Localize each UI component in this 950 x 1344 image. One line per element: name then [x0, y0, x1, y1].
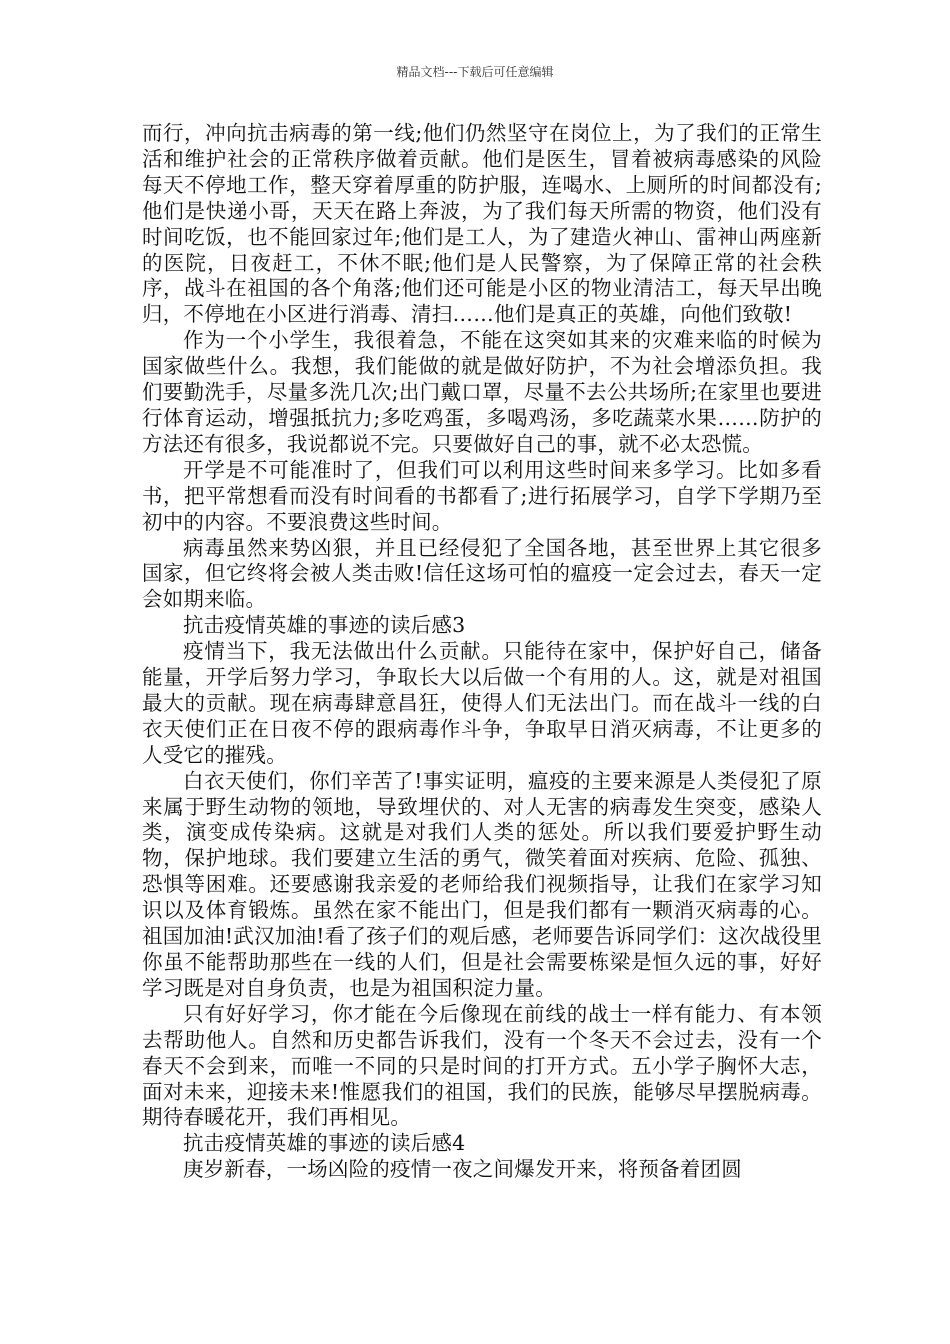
paragraph-3: 开学是不可能准时了，但我们可以利用这些时间来多学习。比如多看书，把平常想看而没有时间看的书都看了;进行拓展学习，自学下学期乃至初中的内容。不要浪费这些时间。	[142, 457, 822, 534]
paragraph-1: 而行，冲向抗击病毒的第一线;他们仍然坚守在岗位上，为了我们的正常生活和维护社会的正常秩序做着贡献。他们是医生，冒着被病毒感染的风险每天不停地工作，整天穿着厚重的防护服，连喝水、上厕所的时间都没有;他们是快递小哥，天天在路上奔波，为了我们每天所需的物资，他们没有时间吃饭，也不能回家过年;他们是工人，为了建造火神山、雷神山两座新的医院，日夜赶工，不休不眠;他们是人民警察，为了保障正常的社会秩序，战斗在祖国的各个角落;他们还可能是小区的物业清洁工，每天早出晚归，不停地在小区进行消毒、清扫……他们是真正的英雄，向他们致敬!	[142, 121, 822, 327]
paragraph-6: 白衣天使们，你们辛苦了!事实证明，瘟疫的主要来源是人类侵犯了原来属于野生动物的领地，导致埋伏的、对人无害的病毒发生突变，感染人类，演变成传染病。这就是对我们人类的惩处。所以我们要爱护野生动物，保护地球。我们要建立生活的勇气，微笑着面对疾病、危险、孤独、恐惧等困难。还要感谢我亲爱的老师给我们视频指导，让我们在家学习知识以及体育锻炼。虽然在家不能出门，但是我们都有一颗消灭病毒的心。祖国加油!武汉加油!看了孩子们的观后感，老师要告诉同学们：这次战役里你虽不能帮助那些在一线的人们，但是社会需要栋梁是恒久远的事，好好学习既是对自身负责，也是为祖国积淀力量。	[142, 768, 822, 1000]
paragraph-8: 庚岁新春，一场凶险的疫情一夜之间爆发开来，将预备着团圆	[183, 1157, 742, 1182]
paragraph-2: 作为一个小学生，我很着急，不能在这突如其来的灾难来临的时候为国家做些什么。我想，我们能做的就是做好防护，不为社会增添负担。我们要勤洗手，尽量多洗几次;出门戴口罩，尽量不去公共场所;在家里也要进行体育运动，增强抵抗力;多吃鸡蛋，多喝鸡汤，多吃蔬菜水果……防护的方法还有很多，我说都说不完。只要做好自己的事，就不必太恐慌。	[142, 328, 822, 456]
page-header: 精品文档---下载后可任意编辑	[396, 65, 554, 79]
paragraph-4: 病毒虽然来势凶狠，并且已经侵犯了全国各地，甚至世界上其它很多国家，但它终将会被人类击败!信任这场可怕的瘟疫一定会过去，春天一定会如期来临。	[142, 535, 822, 612]
paragraph-7: 只有好好学习，你才能在今后像现在前线的战士一样有能力、有本领去帮助他人。自然和历史都告诉我们，没有一个冬天不会过去，没有一个春天不会到来，而唯一不同的只是时间的打开方式。五小学子胸怀大志，面对未来，迎接未来!惟愿我们的祖国，我们的民族，能够尽早摆脱病毒。期待春暖花开，我们再相见。	[142, 1001, 822, 1130]
paragraph-5: 疫情当下，我无法做出什么贡献。只能待在家中，保护好自己，储备能量，开学后努力学习，争取长大以后做一个有用的人。这，就是对祖国最大的贡献。现在病毒肆意昌狂，使得人们无法出门。而在战斗一线的白衣天使们正在日夜不停的跟病毒作斗争，争取早日消灭病毒，不让更多的人受它的摧残。	[142, 639, 822, 767]
section-heading-3: 抗击疫情英雄的事迹的读后感3	[183, 613, 466, 638]
document-body	[142, 121, 822, 1183]
section-heading-4: 抗击疫情英雄的事迹的读后感4	[183, 1131, 466, 1156]
